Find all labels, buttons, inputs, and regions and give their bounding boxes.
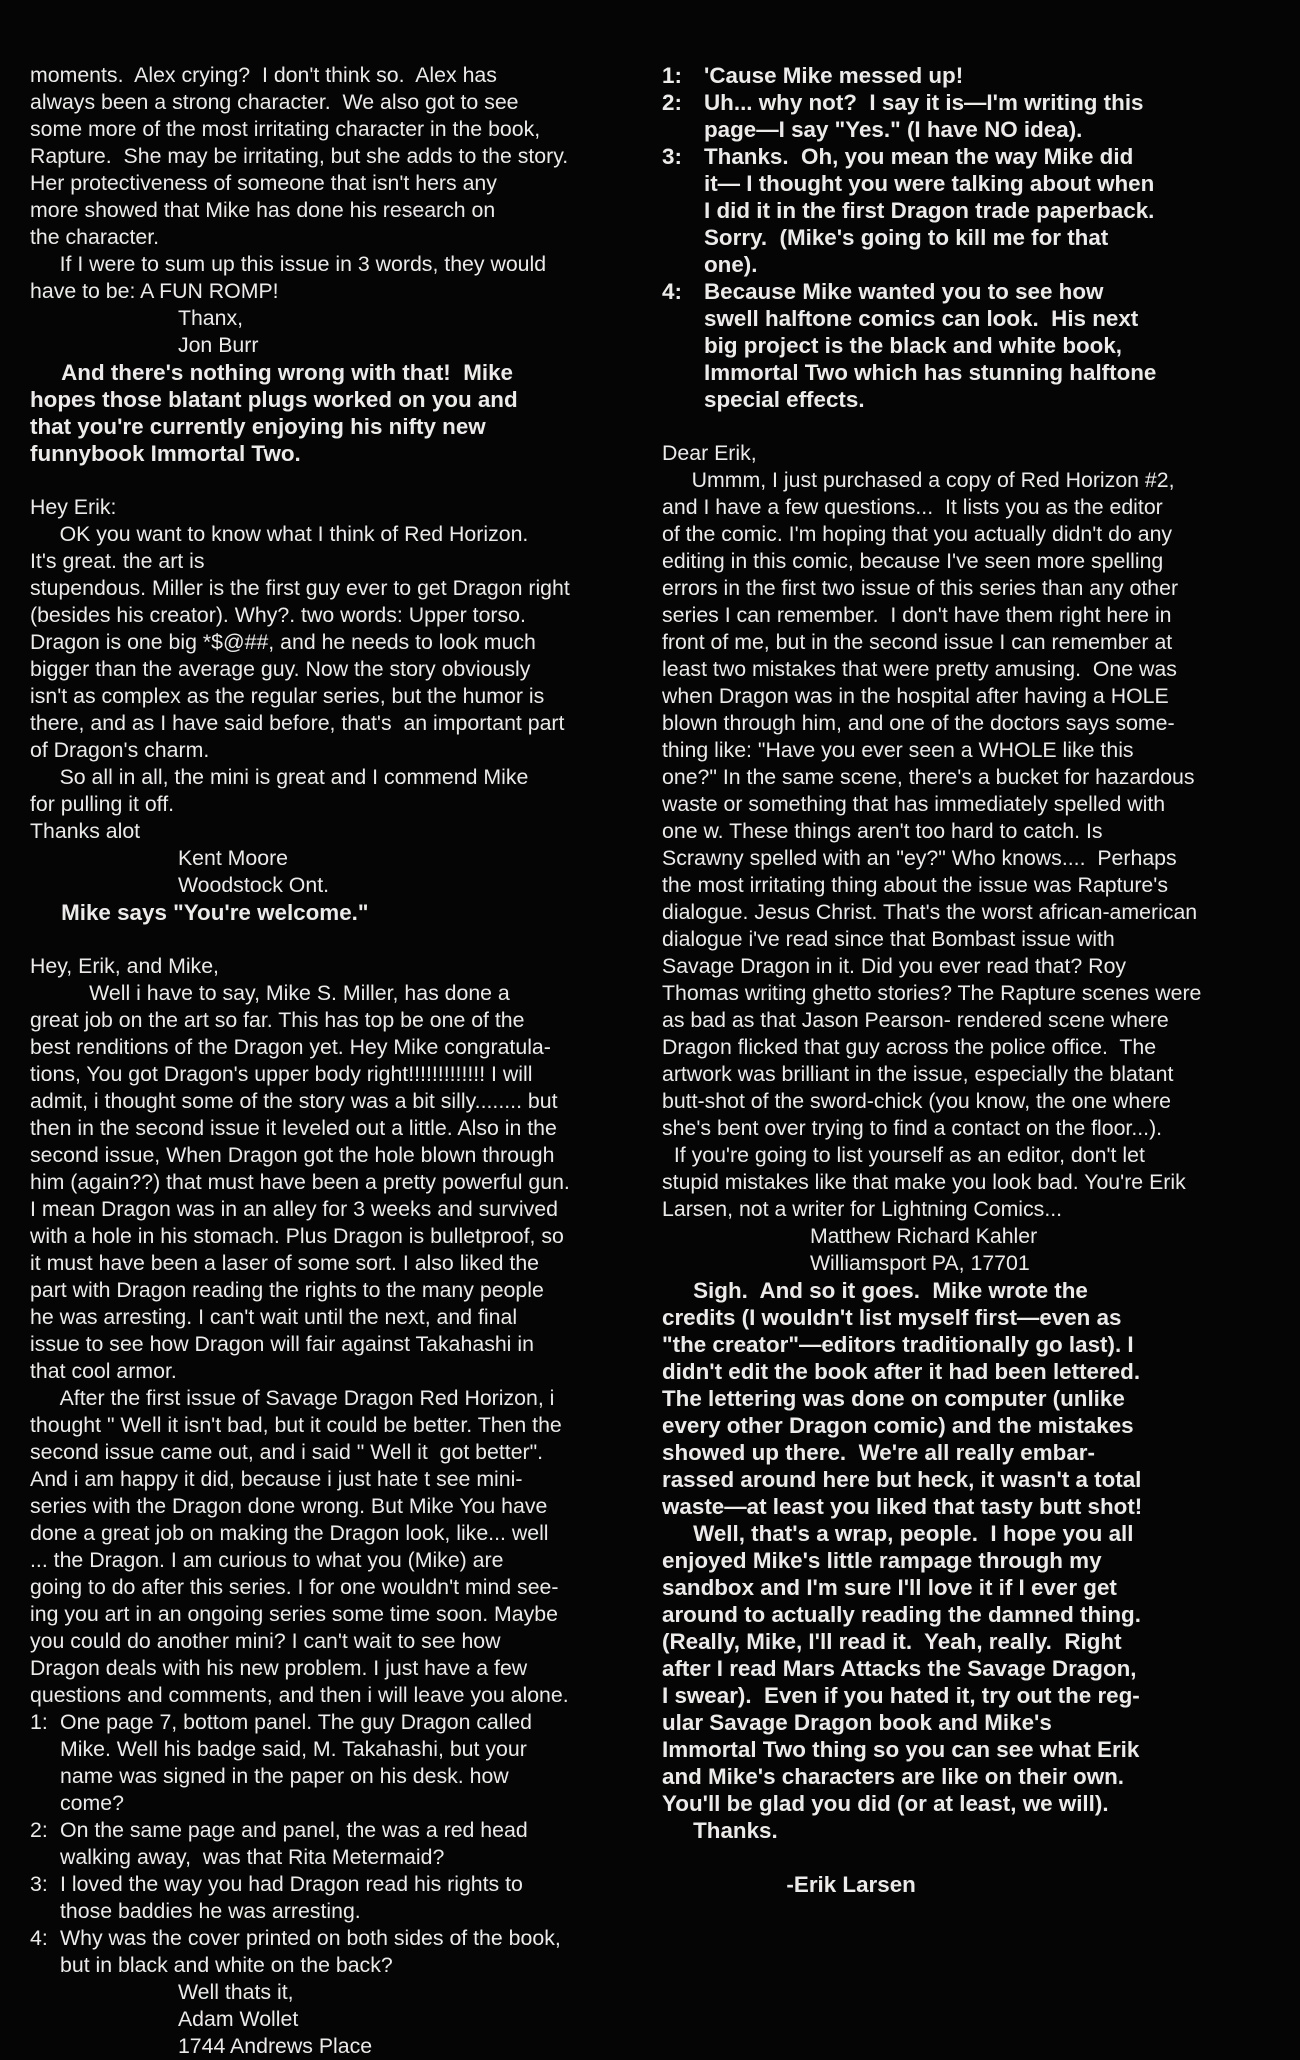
wollet-letter: Hey, Erik, and Mike, Well i have to say, Mike S. Miller, has done a great job on the art so far. This has top be one of the best renditions of the Dragon yet. Hey Mike congratula- tions, You got Dragon's upper body right!!!!!!!!!!!!! I will admit, i thought some of the story was a bit silly........ but then in the second issue it leveled out a little. Also in the second issue, When Dragon got the hole blown through him (again??) that must have been a pretty powerful gun. I mean Dragon was in an alley for 3 weeks and survived with a hole in his stomach. Plus Dragon is bulletproof, so it must have been a laser of some sort. I also liked the part with Dragon reading the rights to the many people he was arresting. I can't wait until the next, and final issue to see how Dragon will fair against Takahashi in that cool armor. After the first issue of Savage Dragon Red Horizon, i thought " Well it isn't bad, but it could be better. Then the second issue came out, and i said " Well it got better". And i am happy it did, because i just hate t see mini- series with the Dragon done wrong. But Mike You have done a great job on making the Dragon look, like... well ... the Dragon. I am curious to what you (Mike) are going to do after this series. I for one wouldn't mind see- ing you art in an ongoing series some time soon. Maybe you could do another mini? I can't wait to see how Dragon deals with his new problem. I just have a few questions and comments, and then i will leave you alone. <box>30 954 570 1707</box>
question-number: 1: <box>30 1710 48 1734</box>
answer-item <box>662 89 1274 143</box>
question-item <box>30 1871 640 1925</box>
question-number: 3: <box>30 1872 48 1896</box>
question-item <box>30 1817 640 1871</box>
editor-signature: -Erik Larsen <box>662 1872 916 1897</box>
spacer <box>662 1844 1274 1871</box>
moore-editor-reply: Mike says "You're welcome." <box>30 900 369 925</box>
wollet-questions-list <box>30 1709 640 1979</box>
kahler-editor-reply: Sigh. And so it goes. Mike wrote the credits (I wouldn't list myself first—even as "the creator"—editors traditionally go last). I didn't edit the book after it had been lettered. The lettering was done on computer (unlike every other Dragon comic) and the mistakes showed up there. We're all really embar- rassed around here but heck, it wasn't a total waste—at least you liked that tasty butt shot! Well, that's a wrap, people. I hope you all enjoyed Mike's little rampage through my sandbox and I'm sure I'll love it if I ever get around to actually reading the damned thing. (Really, Mike, I'll read it. Yeah, really. Right after I read Mars Attacks the Savage Dragon, I swear). Even if you hated it, try out the reg- ular Savage Dragon book and Mike's Immortal Two thing so you can see what Erik and Mike's characters are like on their own. You'll be glad you did (or at least, we will). Thanks. <box>662 1278 1143 1843</box>
answer-number: 1: <box>662 63 682 88</box>
right-column <box>662 62 1274 1898</box>
left-column <box>30 62 640 2060</box>
spacer <box>30 926 640 953</box>
answer-text: Thanks. Oh, you mean the way Mike did it— I thought you were talking about when I did it in the first Dragon trade paperback. Sorry. (Mike's going to kill me for that one). <box>704 144 1155 277</box>
kahler-letter: Dear Erik, Ummm, I just purchased a copy of Red Horizon #2, and I have a few questions... It lists you as the editor of the comic. I'm hoping that you actually didn't do any editing in this comic, because I've seen more spelling errors in the first two issue of this series than any other series I can remember. I don't have them right here in front of me, but in the second issue I can remember at least two mistakes that were pretty amusing. One was when Dragon was in the hospital after having a HOLE blown through him, and one of the doctors says some- thing like: "Have you ever seen a WHOLE like this one?" In the same scene, there's a bucket for hazardous waste or something that has immediately spelled with one w. These things aren't too hard to catch. Is Scrawny spelled with an "ey?" Who knows.... Perhaps the most irritating thing about the issue was Rapture's dialogue. Jesus Christ. That's the worst african-american dialogue i've read since that Bombast issue with Savage Dragon in it. Did you ever read that? Roy Thomas writing ghetto stories? The Rapture scenes were as bad as that Jason Pearson- rendered scene where Dragon flicked that guy across the police office. The artwork was brilliant in the issue, especially the blatant butt-shot of the sword-chick (you know, the one where she's bent over trying to find a contact on the floor...). If you're going to list yourself as an editor, don't let stupid mistakes like that make you look bad. You're Erik Larsen, not a writer for Lightning Comics... Matthew Richard Kahler Williamsport PA, 17701 <box>662 441 1202 1275</box>
wollet-signoff: Well thats it, Adam Wollet 1744 Andrews Place <box>177 1980 373 2058</box>
spacer <box>662 413 1274 440</box>
answer-item <box>662 62 1274 89</box>
answer-number: 2: <box>662 90 682 115</box>
question-text: Why was the cover printed on both sides of the book, but in black and white on the back? <box>60 1926 561 1977</box>
burr-editor-reply: And there's nothing wrong with that! Mike hopes those blatant plugs worked on you and that you're currently enjoying his nifty new funnybook Immortal Two. <box>30 360 518 466</box>
answer-text: 'Cause Mike messed up! <box>704 63 964 88</box>
question-text: I loved the way you had Dragon read his rights to those baddies he was arresting. <box>60 1872 523 1923</box>
burr-letter-ending: moments. Alex crying? I don't think so. Alex has always been a strong character. We also got to see some more of the most irritating character in the book, Rapture. She may be irritating, but she adds to the story. Her protectiveness of someone that isn't hers any more showed that Mike has done his research on the character. If I were to sum up this issue in 3 words, they would have to be: A FUN ROMP! Thanx, Jon Burr <box>30 63 569 357</box>
question-number: 4: <box>30 1926 48 1950</box>
spacer <box>30 467 640 494</box>
question-text: One page 7, bottom panel. The guy Dragon called Mike. Well his badge said, M. Takahashi, but your name was signed in the paper on his desk. how come? <box>60 1710 533 1815</box>
question-text: On the same page and panel, the was a red head walking away, was that Rita Metermaid? <box>60 1818 528 1869</box>
answer-item <box>662 143 1274 278</box>
answer-item <box>662 278 1274 413</box>
question-item <box>30 1925 640 1979</box>
question-number: 2: <box>30 1818 48 1842</box>
answer-number: 4: <box>662 279 682 304</box>
answer-text: Because Mike wanted you to see how swell halftone comics can look. His next big project is the black and white book, Immortal Two which has stunning halftone special effects. <box>704 279 1157 412</box>
question-item <box>30 1709 640 1817</box>
answer-number: 3: <box>662 144 682 169</box>
wollet-answers-list <box>662 62 1274 413</box>
moore-letter: Hey Erik: OK you want to know what I think of Red Horizon. It's great. the art is stupendous. Miller is the first guy ever to get Dragon right (besides his creator). Why?. two words: Upper torso. Dragon is one big *$@##, and he needs to look much bigger than the average guy. Now the story obviously isn't as complex as the regular series, but the humor is there, and as I have said before, that's an important part of Dragon's charm. So all in all, the mini is great and I commend Mike for pulling it off. Thanks alot Kent Moore Woodstock Ont. <box>30 495 570 897</box>
answer-text: Uh... why not? I say it is—I'm writing this page—I say "Yes." (I have NO idea). <box>704 90 1144 142</box>
